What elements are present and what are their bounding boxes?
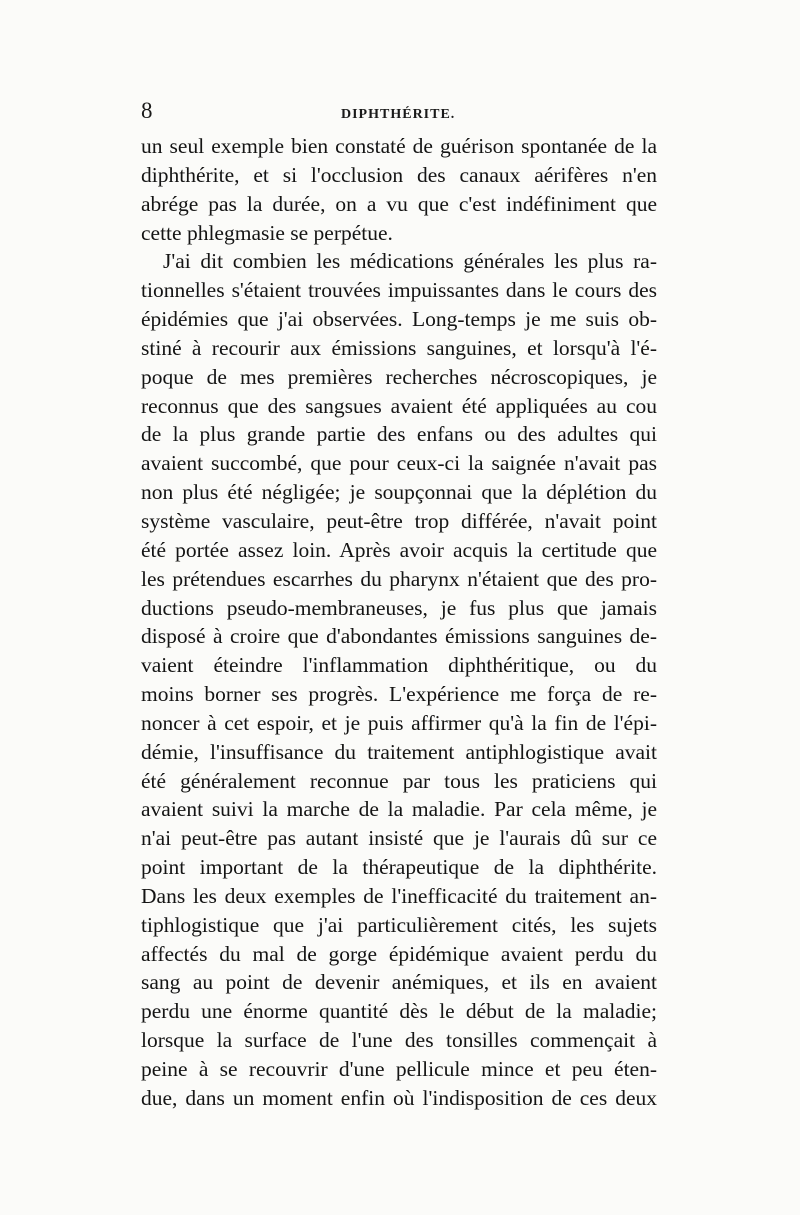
- text-line: peine à se recouvrir d'une pellicule mince et peu éten-: [141, 1057, 657, 1081]
- text-line: sang au point de devenir anémiques, et ils en avaient: [141, 970, 657, 995]
- text-line: tiphlogistique que j'ai particulièrement cités, les sujets: [141, 912, 657, 937]
- text-line: de la plus grande partie des enfans ou des adultes qui: [141, 422, 657, 447]
- text-line: tionnelles s'étaient trouvées impuissantes dans le cours des: [141, 278, 657, 303]
- text-line: poque de mes premières recherches nécroscopiques, je: [141, 364, 657, 389]
- text-line: lorsque la surface de l'une des tonsilles commençait à: [141, 1028, 657, 1053]
- text-line: ductions pseudo-membraneuses, je fus plus que jamais: [141, 595, 657, 620]
- text-line: avaient succombé, que pour ceux-ci la saignée n'avait pas: [141, 451, 657, 476]
- body-text: [141, 132, 657, 1113]
- text-line: abrége pas la durée, on a vu que c'est indéfiniment que: [141, 191, 657, 216]
- text-line: diphthérite, et si l'occlusion des canaux aérifères n'en: [141, 162, 657, 187]
- text-line: les prétendues escarrhes du pharynx n'étaient que des pro-: [141, 566, 657, 591]
- text-line: été portée assez loin. Après avoir acquis la certitude que: [141, 537, 657, 562]
- text-line: vaient éteindre l'inflammation diphthéritique, ou du: [141, 653, 657, 678]
- text-line: un seul exemple bien constaté de guérison spontanée de la: [141, 134, 657, 158]
- text-line: Dans les deux exemples de l'inefficacité du traitement an-: [141, 883, 657, 908]
- text-line: n'ai peut-être pas autant insisté que je l'aurais dû sur ce: [141, 826, 657, 851]
- text-line: démie, l'insuffisance du traitement antiphlogistique avait: [141, 739, 657, 764]
- text-line: disposé à croire que d'abondantes émissions sanguines de-: [141, 624, 657, 649]
- text-line: noncer à cet espoir, et je puis affirmer qu'à la fin de l'épi-: [141, 710, 657, 735]
- text-line: été généralement reconnue par tous les praticiens qui: [141, 768, 657, 793]
- text-line: affectés du mal de gorge épidémique avaient perdu du: [141, 941, 657, 966]
- text-line: système vasculaire, peut-être trop différée, n'avait point: [141, 508, 657, 533]
- text-line: épidémies que j'ai observées. Long-temps je me suis ob-: [141, 307, 657, 332]
- text-line: moins borner ses progrès. L'expérience me força de re-: [141, 682, 657, 707]
- text-line: reconnus que des sangsues avaient été appliquées au cou: [141, 393, 657, 418]
- page-header: [141, 98, 661, 128]
- text-line: avaient suivi la marche de la maladie. Par cela même, je: [141, 797, 657, 822]
- text-line: non plus été négligée; je soupçonnai que la déplétion du: [141, 480, 657, 505]
- text-line: point important de la thérapeutique de la diphthérite.: [141, 855, 657, 880]
- text-line: J'ai dit combien les médications générales les plus ra-: [163, 249, 657, 274]
- text-line: due, dans un moment enfin où l'indisposition de ces deux: [141, 1085, 657, 1110]
- page-number: 8: [141, 98, 153, 123]
- text-line: perdu une énorme quantité dès le début de la maladie;: [141, 999, 657, 1024]
- text-line: cette phlegmasie se perpétue.: [141, 220, 393, 245]
- text-line: stiné à recourir aux émissions sanguines, et lorsqu'à l'é-: [141, 335, 657, 360]
- running-title: DIPHTHÉRITE.: [341, 107, 456, 122]
